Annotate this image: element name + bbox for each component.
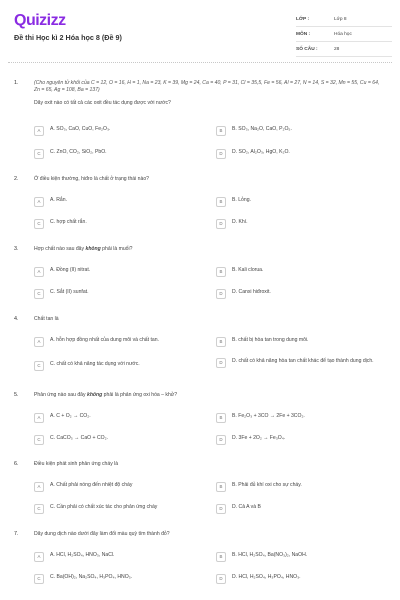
option-letter-badge: B bbox=[216, 552, 226, 562]
option-b[interactable] bbox=[216, 197, 392, 207]
option-c[interactable] bbox=[34, 289, 210, 299]
option-letter-badge: A bbox=[34, 197, 44, 207]
worksheet-title: Đề thi Học kì 2 Hóa học 8 (Đề 9) bbox=[14, 33, 122, 42]
option-a[interactable] bbox=[34, 552, 210, 562]
option-a[interactable] bbox=[34, 413, 210, 423]
option-text: C. CaCO₃ → CaO + CO₂. bbox=[50, 435, 108, 441]
option-text: D. Cả A và B bbox=[232, 504, 261, 510]
question-number: 5. bbox=[14, 392, 19, 398]
option-b[interactable] bbox=[216, 552, 392, 562]
prompt-part: phải là phản ứng oxi hóa – khử? bbox=[102, 392, 178, 398]
option-c[interactable] bbox=[34, 219, 210, 229]
question-note: (Cho nguyên tử khối của C = 12, O = 16, H = 1, Na = 23, K = 39, Mg = 24, Ca = 40, P = 31, Cl = 35,5, Fe = 56, Al = 27, N = 14, S = 32, Mn = 55, Cu = 64, Zn = 65, Ag = 108, Ba = 137) bbox=[34, 80, 380, 94]
option-letter-badge: C bbox=[34, 361, 44, 371]
option-c[interactable] bbox=[34, 361, 210, 371]
question-number: 3. bbox=[14, 246, 19, 252]
option-letter-badge: B bbox=[216, 482, 226, 492]
option-letter-badge: C bbox=[34, 574, 44, 584]
option-text: C. hợp chất rắn. bbox=[50, 219, 87, 225]
meta-label: LỚP : bbox=[296, 16, 310, 22]
prompt-part: Phản ứng nào sau đây bbox=[34, 392, 87, 398]
option-d[interactable] bbox=[216, 358, 392, 368]
question-prompt bbox=[34, 246, 386, 253]
option-text: D. Canxi hiđroxit. bbox=[232, 289, 271, 295]
quizizz-logo: Quizizz bbox=[14, 12, 66, 29]
option-c[interactable] bbox=[34, 504, 210, 514]
meta-value: Hóa học bbox=[334, 31, 352, 37]
option-b[interactable] bbox=[216, 413, 392, 423]
meta-value: 28 bbox=[334, 46, 340, 52]
option-a[interactable] bbox=[34, 337, 210, 347]
question-prompt: Dãy oxit nào có tất cả các oxit đều tác dụng được với nước? bbox=[34, 100, 171, 107]
option-letter-badge: A bbox=[34, 337, 44, 347]
meta-row-count bbox=[296, 42, 392, 57]
option-text: A. Đồng (II) nitrat. bbox=[50, 267, 91, 273]
option-b[interactable] bbox=[216, 126, 392, 136]
option-text: B. Kali clorua. bbox=[232, 267, 264, 273]
option-text: A. hỗn hợp đồng nhất của dung môi và chất tan. bbox=[50, 337, 159, 343]
option-text: D. HCl, H₂SO₄, H₃PO₄, HNO₃. bbox=[232, 574, 301, 580]
option-text: A. Rắn. bbox=[50, 197, 67, 203]
option-text: A. HCl, H₂SO₄, HNO₃, NaCl. bbox=[50, 552, 115, 558]
option-b[interactable] bbox=[216, 267, 392, 277]
option-text: D. Khí. bbox=[232, 219, 248, 225]
question-prompt: Điều kiện phát sinh phản ứng cháy là bbox=[34, 461, 119, 467]
option-text: B. Phải đủ khí oxi cho sự cháy. bbox=[232, 482, 302, 488]
option-a[interactable] bbox=[34, 197, 210, 207]
option-letter-badge: A bbox=[34, 126, 44, 136]
option-text: D. SO₂, Al₂O₃, HgO, K₂O. bbox=[232, 149, 290, 155]
emphasis-word: không bbox=[86, 392, 103, 398]
option-letter-badge: C bbox=[34, 435, 44, 445]
option-text: C. chất có khả năng tác dụng với nước. bbox=[50, 361, 140, 367]
option-text: D. chất có khả năng hòa tan chất khác để tạo thành dung dịch. bbox=[232, 358, 374, 364]
question-number: 1. bbox=[14, 80, 19, 86]
option-letter-badge: C bbox=[34, 219, 44, 229]
question-prompt: Ở điều kiện thường, hiđro là chất ở trạng thái nào? bbox=[34, 176, 149, 182]
question-number: 4. bbox=[14, 316, 19, 322]
option-c[interactable] bbox=[34, 149, 210, 159]
option-letter-badge: B bbox=[216, 337, 226, 347]
option-letter-badge: D bbox=[216, 435, 226, 445]
option-text: B. Lỏng. bbox=[232, 197, 251, 203]
question-prompt bbox=[34, 392, 386, 399]
option-text: A. SO₃, CaO, CuO, Fe₂O₃. bbox=[50, 126, 111, 132]
option-c[interactable] bbox=[34, 574, 210, 584]
option-a[interactable] bbox=[34, 126, 210, 136]
question-prompt: Dãy dung dịch nào dưới đây làm đổi màu quỳ tím thành đỏ? bbox=[34, 531, 170, 537]
prompt-part: phải là muối? bbox=[100, 246, 133, 252]
option-text: B. Fe₂O₃ + 3CO → 2Fe + 3CO₂. bbox=[232, 413, 305, 419]
option-d[interactable] bbox=[216, 504, 392, 514]
emphasis-word: không bbox=[85, 246, 101, 252]
option-d[interactable] bbox=[216, 219, 392, 229]
option-b[interactable] bbox=[216, 482, 392, 492]
option-text: D. 3Fe + 2O₂ → Fe₃O₄. bbox=[232, 435, 286, 441]
option-letter-badge: A bbox=[34, 482, 44, 492]
option-letter-badge: B bbox=[216, 197, 226, 207]
option-letter-badge: C bbox=[34, 289, 44, 299]
question-number: 2. bbox=[14, 176, 19, 182]
option-a[interactable] bbox=[34, 267, 210, 277]
option-d[interactable] bbox=[216, 435, 392, 445]
option-letter-badge: B bbox=[216, 413, 226, 423]
question-prompt: Chất tan là bbox=[34, 316, 59, 322]
option-letter-badge: B bbox=[216, 267, 226, 277]
option-b[interactable] bbox=[216, 337, 392, 347]
option-letter-badge: D bbox=[216, 289, 226, 299]
option-letter-badge: A bbox=[34, 552, 44, 562]
option-d[interactable] bbox=[216, 149, 392, 159]
option-letter-badge: D bbox=[216, 574, 226, 584]
meta-label: SỐ CÂU : bbox=[296, 46, 318, 52]
option-letter-badge: C bbox=[34, 504, 44, 514]
option-text: C. Ba(OH)₂, Na₂SO₄, H₃PO₄, HNO₃. bbox=[50, 574, 133, 580]
question-text bbox=[34, 80, 386, 108]
question-number: 7. bbox=[14, 531, 19, 537]
option-text: B. HCl, H₂SO₄, Ba(NO₃)₂, NaOH. bbox=[232, 552, 308, 558]
meta-row-class bbox=[296, 12, 392, 27]
meta-table bbox=[296, 12, 392, 57]
option-letter-badge: A bbox=[34, 413, 44, 423]
option-c[interactable] bbox=[34, 435, 210, 445]
prompt-part: Hợp chất nào sau đây bbox=[34, 246, 86, 252]
option-text: A. Chất phải nóng đến nhiệt độ cháy bbox=[50, 482, 133, 488]
option-letter-badge: A bbox=[34, 267, 44, 277]
meta-row-subject bbox=[296, 27, 392, 42]
option-letter-badge: B bbox=[216, 126, 226, 136]
option-letter-badge: D bbox=[216, 149, 226, 159]
question-number: 6. bbox=[14, 461, 19, 467]
meta-value: Lớp 8 bbox=[334, 16, 347, 22]
option-d[interactable] bbox=[216, 289, 392, 299]
option-text: C. Cần phải có chất xúc tác cho phản ứng cháy bbox=[50, 504, 158, 510]
option-text: C. ZnO, CO₂, SiO₂, PbO. bbox=[50, 149, 107, 155]
header-divider bbox=[8, 62, 392, 63]
option-d[interactable] bbox=[216, 574, 392, 584]
option-text: C. Sắt (II) sunfat. bbox=[50, 289, 89, 295]
option-text: B. chất bị hòa tan trong dung môi. bbox=[232, 337, 309, 343]
option-letter-badge: C bbox=[34, 149, 44, 159]
option-a[interactable] bbox=[34, 482, 210, 492]
option-letter-badge: D bbox=[216, 504, 226, 514]
option-text: A. C + O₂ → CO₂. bbox=[50, 413, 91, 419]
meta-label: MÔN : bbox=[296, 31, 311, 37]
option-letter-badge: D bbox=[216, 358, 226, 368]
option-text: B. SO₃, Na₂O, CaO, P₂O₅. bbox=[232, 126, 292, 132]
option-letter-badge: D bbox=[216, 219, 226, 229]
